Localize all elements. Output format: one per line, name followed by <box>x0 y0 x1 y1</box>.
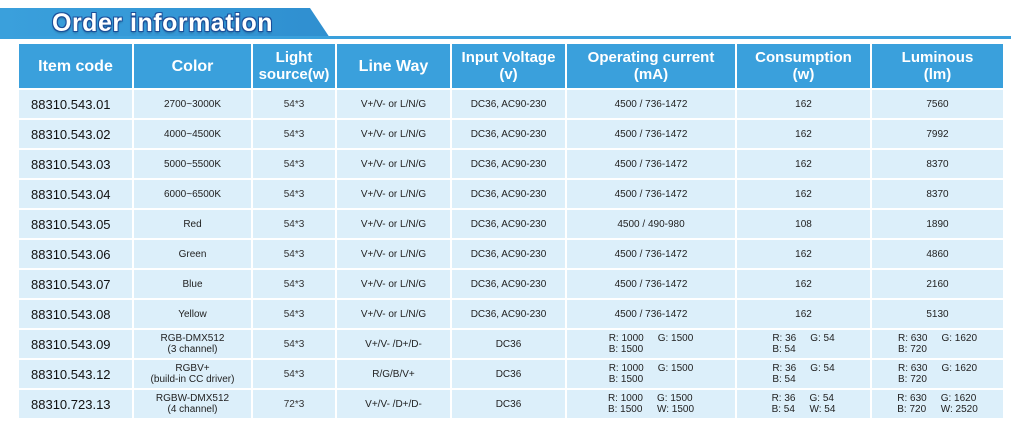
color-cell <box>134 390 251 418</box>
cell-line: 4000~4500K <box>163 128 221 140</box>
cell-line: 6000~6500K <box>163 188 221 200</box>
consumption-cell: 162 <box>737 270 870 298</box>
operating-current-cell: 4500 / 736-1472 <box>567 300 735 328</box>
channel-values <box>897 393 978 415</box>
light-source-cell: 54*3 <box>253 210 335 238</box>
header-banner <box>0 0 1011 44</box>
luminous-cell <box>872 330 1003 358</box>
operating-current-cell: 4500 / 736-1472 <box>567 240 735 268</box>
consumption-cell <box>737 360 870 388</box>
channel-value: R: 36 <box>772 333 797 344</box>
cell-line: Green <box>178 248 207 260</box>
consumption-cell: 162 <box>737 300 870 328</box>
cell-line: 5000~5500K <box>163 158 221 170</box>
light-source-cell: 54*3 <box>253 300 335 328</box>
channel-value: B: 54 <box>772 344 796 355</box>
input-voltage-cell: DC36, AC90-230 <box>452 270 565 298</box>
consumption-cell: 108 <box>737 210 870 238</box>
color-cell <box>134 120 251 148</box>
line-way-cell: V+/V- or L/N/G <box>337 150 450 178</box>
light-source-cell: 72*3 <box>253 390 335 418</box>
color-cell <box>134 90 251 118</box>
order-table <box>17 42 1005 420</box>
cell-line: 2700~3000K <box>163 98 221 110</box>
item-code-cell: 88310.543.08 <box>19 300 132 328</box>
table-row <box>19 360 1003 388</box>
line-way-cell: V+/V- or L/N/G <box>337 210 450 238</box>
page-title: Order information <box>52 9 274 37</box>
channel-values <box>898 363 977 385</box>
header-item-code <box>19 44 132 88</box>
item-code-cell: 88310.543.04 <box>19 180 132 208</box>
channel-value: G: 54 <box>809 393 834 404</box>
cell-line: Red <box>183 218 202 230</box>
cell-line: (w) <box>792 66 815 83</box>
cell-line: (3 channel) <box>167 344 218 355</box>
line-way-cell: V+/V- or L/N/G <box>337 300 450 328</box>
channel-value: G: 54 <box>810 333 835 344</box>
line-way-cell: V+/V- /D+/D- <box>337 390 450 418</box>
luminous-cell: 8370 <box>872 150 1003 178</box>
operating-current-cell <box>567 330 735 358</box>
luminous-cell: 4860 <box>872 240 1003 268</box>
input-voltage-cell: DC36, AC90-230 <box>452 120 565 148</box>
table-row <box>19 180 1003 208</box>
light-source-cell: 54*3 <box>253 90 335 118</box>
consumption-cell <box>737 330 870 358</box>
cell-line: Light <box>275 49 313 66</box>
color-cell <box>134 210 251 238</box>
operating-current-cell <box>567 390 735 418</box>
consumption-cell: 162 <box>737 240 870 268</box>
channel-values <box>772 393 836 415</box>
input-voltage-cell: DC36, AC90-230 <box>452 180 565 208</box>
table-row <box>19 210 1003 238</box>
header-input-voltage <box>452 44 565 88</box>
channel-value: G: 1620 <box>940 393 977 404</box>
line-way-cell: V+/V- /D+/D- <box>337 330 450 358</box>
line-way-cell: V+/V- or L/N/G <box>337 90 450 118</box>
channel-value: B: 1500 <box>608 344 644 355</box>
table-row <box>19 330 1003 358</box>
cell-line: RGB-DMX512 <box>160 333 225 344</box>
channel-value: G: 54 <box>810 363 835 374</box>
cell-line: Blue <box>182 278 203 290</box>
header-operating-current <box>567 44 735 88</box>
cell-line: Operating current <box>587 49 715 66</box>
cell-line: Item code <box>38 57 113 75</box>
header-line-way <box>337 44 450 88</box>
channel-value: B: 720 <box>897 374 927 385</box>
line-way-cell: R/G/B/V+ <box>337 360 450 388</box>
operating-current-cell: 4500 / 490-980 <box>567 210 735 238</box>
table-row <box>19 300 1003 328</box>
cell-line: (mA) <box>633 66 669 83</box>
item-code-cell: 88310.543.06 <box>19 240 132 268</box>
operating-current-cell: 4500 / 736-1472 <box>567 150 735 178</box>
table-row <box>19 240 1003 268</box>
input-voltage-cell: DC36, AC90-230 <box>452 210 565 238</box>
color-cell <box>134 330 251 358</box>
color-cell <box>134 300 251 328</box>
cell-line: (lm) <box>923 66 952 83</box>
operating-current-cell: 4500 / 736-1472 <box>567 90 735 118</box>
line-way-cell: V+/V- or L/N/G <box>337 120 450 148</box>
input-voltage-cell: DC36 <box>452 360 565 388</box>
color-cell <box>134 180 251 208</box>
header-luminous <box>872 44 1003 88</box>
consumption-cell: 162 <box>737 120 870 148</box>
table-header-row <box>19 44 1003 88</box>
cell-line: Luminous <box>901 49 974 66</box>
channel-values <box>609 363 694 385</box>
channel-value: G: 1620 <box>941 363 978 374</box>
table-row <box>19 120 1003 148</box>
channel-value: R: 1000 <box>608 333 644 344</box>
cell-line: Consumption <box>755 49 852 66</box>
light-source-cell: 54*3 <box>253 330 335 358</box>
line-way-cell: V+/V- or L/N/G <box>337 180 450 208</box>
luminous-cell: 7992 <box>872 120 1003 148</box>
input-voltage-cell: DC36 <box>452 390 565 418</box>
item-code-cell: 88310.543.05 <box>19 210 132 238</box>
channel-values <box>772 333 834 355</box>
channel-value: G: 1500 <box>657 363 694 374</box>
luminous-cell: 8370 <box>872 180 1003 208</box>
channel-value: B: 54 <box>771 404 795 415</box>
channel-value: G: 1500 <box>656 393 693 404</box>
header-consumption <box>737 44 870 88</box>
channel-value: R: 630 <box>897 363 928 374</box>
channel-values <box>772 363 834 385</box>
table-row <box>19 270 1003 298</box>
header-color <box>134 44 251 88</box>
channel-values <box>609 333 694 355</box>
cell-line: source(w) <box>258 66 330 83</box>
channel-value: G: 1500 <box>657 333 694 344</box>
cell-line: Line Way <box>358 57 429 75</box>
color-cell <box>134 150 251 178</box>
input-voltage-cell: DC36, AC90-230 <box>452 240 565 268</box>
channel-value: B: 720 <box>897 404 927 415</box>
luminous-cell: 2160 <box>872 270 1003 298</box>
consumption-cell: 162 <box>737 150 870 178</box>
table-body <box>19 90 1003 418</box>
light-source-cell: 54*3 <box>253 150 335 178</box>
operating-current-cell <box>567 360 735 388</box>
item-code-cell: 88310.723.13 <box>19 390 132 418</box>
channel-value: W: 2520 <box>940 404 978 415</box>
light-source-cell: 54*3 <box>253 240 335 268</box>
table-row <box>19 90 1003 118</box>
channel-value: G: 1620 <box>941 333 978 344</box>
channel-value: W: 54 <box>809 404 836 415</box>
cell-line: (v) <box>499 66 518 83</box>
color-cell <box>134 270 251 298</box>
channel-value: R: 630 <box>897 333 928 344</box>
input-voltage-cell: DC36, AC90-230 <box>452 150 565 178</box>
item-code-cell: 88310.543.09 <box>19 330 132 358</box>
input-voltage-cell: DC36, AC90-230 <box>452 90 565 118</box>
cell-line: (build-in CC driver) <box>150 374 235 385</box>
item-code-cell: 88310.543.01 <box>19 90 132 118</box>
luminous-cell: 5130 <box>872 300 1003 328</box>
channel-value: B: 720 <box>897 344 927 355</box>
item-code-cell: 88310.543.07 <box>19 270 132 298</box>
channel-value: R: 1000 <box>608 363 644 374</box>
luminous-cell <box>872 360 1003 388</box>
input-voltage-cell: DC36 <box>452 330 565 358</box>
luminous-cell <box>872 390 1003 418</box>
channel-value: R: 36 <box>771 393 796 404</box>
operating-current-cell: 4500 / 736-1472 <box>567 180 735 208</box>
channel-value: R: 36 <box>772 363 797 374</box>
channel-value: B: 1500 <box>607 404 643 415</box>
channel-value: B: 54 <box>772 374 796 385</box>
item-code-cell: 88310.543.12 <box>19 360 132 388</box>
operating-current-cell: 4500 / 736-1472 <box>567 120 735 148</box>
line-way-cell: V+/V- or L/N/G <box>337 240 450 268</box>
consumption-cell <box>737 390 870 418</box>
channel-values <box>608 393 694 415</box>
channel-value: R: 630 <box>897 393 927 404</box>
cell-line: Color <box>171 57 214 75</box>
operating-current-cell: 4500 / 736-1472 <box>567 270 735 298</box>
table-row <box>19 390 1003 418</box>
light-source-cell: 54*3 <box>253 360 335 388</box>
cell-line: Input Voltage <box>461 49 556 66</box>
cell-line: RGBV+ <box>175 363 210 374</box>
consumption-cell: 162 <box>737 180 870 208</box>
item-code-cell: 88310.543.02 <box>19 120 132 148</box>
cell-line: Yellow <box>178 308 207 320</box>
channel-value: B: 1500 <box>608 374 644 385</box>
light-source-cell: 54*3 <box>253 120 335 148</box>
input-voltage-cell: DC36, AC90-230 <box>452 300 565 328</box>
consumption-cell: 162 <box>737 90 870 118</box>
channel-values <box>898 333 977 355</box>
luminous-cell: 7560 <box>872 90 1003 118</box>
cell-line: RGBW-DMX512 <box>155 393 230 404</box>
light-source-cell: 54*3 <box>253 270 335 298</box>
luminous-cell: 1890 <box>872 210 1003 238</box>
color-cell <box>134 240 251 268</box>
light-source-cell: 54*3 <box>253 180 335 208</box>
color-cell <box>134 360 251 388</box>
table-row <box>19 150 1003 178</box>
item-code-cell: 88310.543.03 <box>19 150 132 178</box>
channel-value: W: 1500 <box>656 404 695 415</box>
cell-line: (4 channel) <box>167 404 218 415</box>
header-light-source <box>253 44 335 88</box>
line-way-cell: V+/V- or L/N/G <box>337 270 450 298</box>
channel-value: R: 1000 <box>607 393 643 404</box>
